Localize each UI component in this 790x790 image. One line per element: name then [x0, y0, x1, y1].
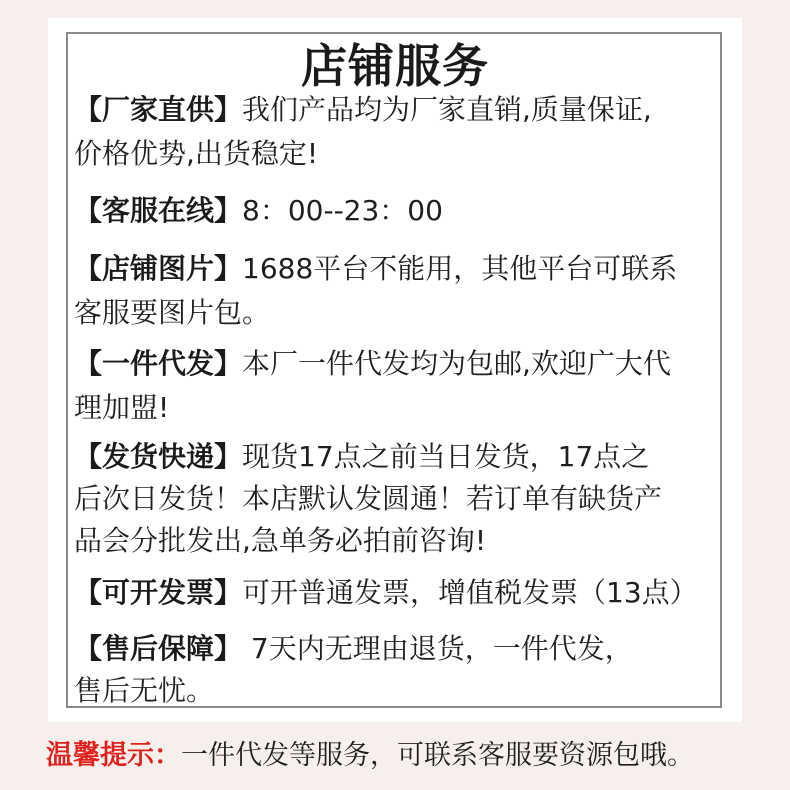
service-item-shipping: [74, 439, 649, 475]
service-label: 【厂家直供】: [74, 93, 243, 126]
service-item-images: [74, 251, 677, 287]
service-label: 【店铺图片】: [74, 252, 243, 285]
service-text: 品会分批发出,急单务必拍前咨询!: [74, 524, 487, 557]
service-text: 8：00--23：00: [242, 194, 443, 227]
service-item-shipping-cont2: [74, 523, 486, 559]
service-text: 客服要图片包。: [74, 296, 271, 329]
page-title: 店铺服务: [301, 39, 489, 93]
service-text: 后次日发货！本店默认发圆通！若订单有缺货产: [74, 482, 663, 515]
service-text: 7天内无理由退货，一件代发，: [242, 632, 633, 665]
service-item-dropship: [74, 346, 671, 382]
service-item-images-cont: [74, 295, 270, 331]
service-text: 本厂一件代发均为包邮,欢迎广大代: [242, 347, 671, 380]
service-text: 售后无忧。: [74, 674, 215, 707]
service-label: 【发货快递】: [74, 440, 243, 473]
service-text: 价格优势,出货稳定!: [74, 137, 319, 170]
service-label: 【售后保障】: [74, 632, 243, 665]
service-item-aftersales-cont: [74, 673, 214, 709]
footer-tip: [46, 738, 694, 774]
service-text: 现货17点之前当日发货，17点之: [242, 440, 650, 473]
service-item-factory: [74, 92, 652, 128]
service-item-shipping-cont: [74, 481, 662, 517]
tip-label: 温馨提示：: [46, 740, 181, 771]
tip-text: 一件代发等服务，可联系客服要资源包哦。: [181, 740, 694, 771]
service-label: 【可开发票】: [74, 576, 243, 609]
service-text: 可开普通发票，增值税发票（13点）: [242, 576, 698, 609]
service-label: 【客服在线】: [74, 194, 243, 227]
service-label: 【一件代发】: [74, 347, 243, 380]
service-item-aftersales: [74, 631, 633, 667]
service-item-online: [74, 193, 443, 229]
service-text: 理加盟!: [74, 391, 170, 424]
service-item-invoice: [74, 575, 698, 611]
service-item-dropship-cont: [74, 390, 169, 426]
service-item-factory-cont: [74, 136, 318, 172]
service-text: 1688平台不能用，其他平台可联系: [242, 252, 678, 285]
service-text: 我们产品均为厂家直销,质量保证,: [242, 93, 652, 126]
